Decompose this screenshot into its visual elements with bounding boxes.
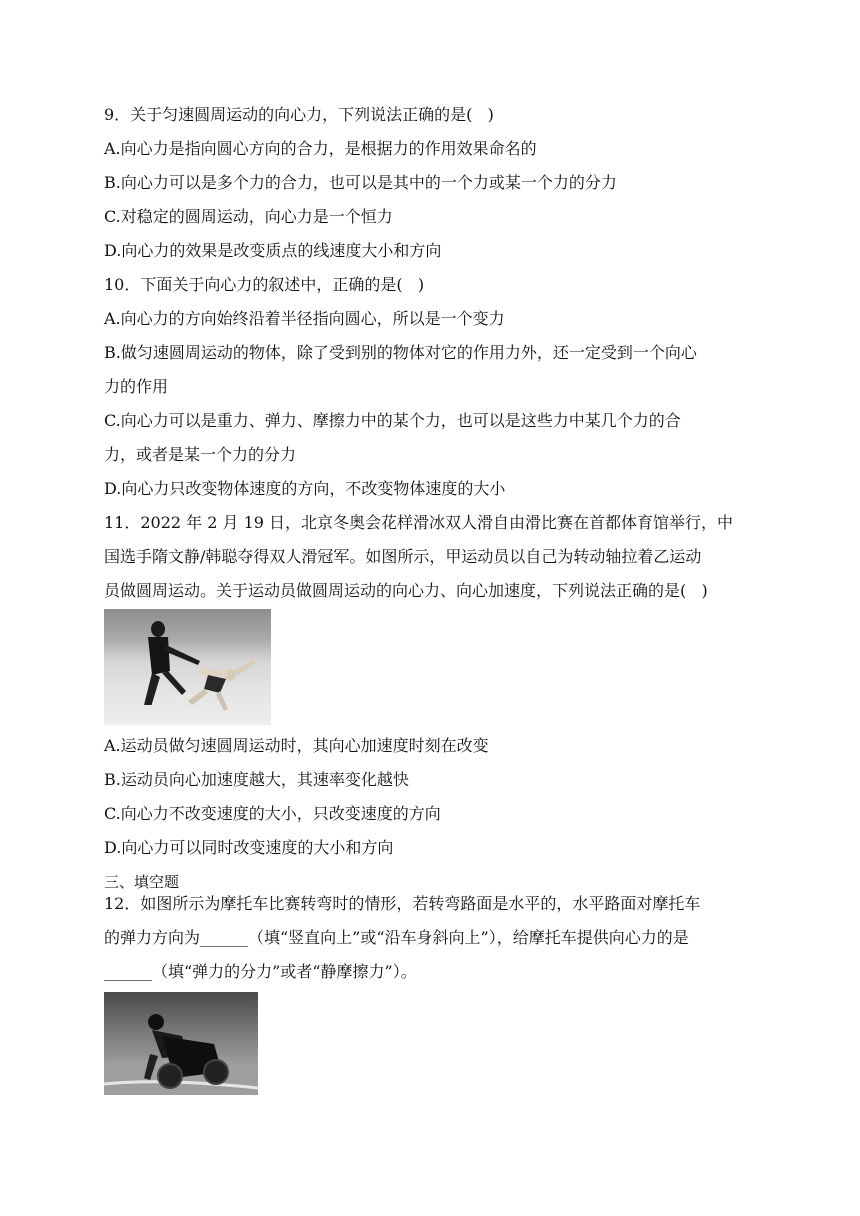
q11-stem-line3: 员做圆周运动。关于运动员做圆周运动的向心力、向心加速度，下列说法正确的是( ) <box>104 581 708 600</box>
q10-option-c-line2: 力，或者是某一个力的分力 <box>104 445 297 464</box>
q11-option-d: D.向心力可以同时改变速度的大小和方向 <box>104 838 394 857</box>
q10-option-b-line2: 力的作用 <box>104 377 169 396</box>
q11-option-c: C.向心力不改变速度的大小，只改变速度的方向 <box>104 804 441 823</box>
q12-line3: ______（填“弹力的分力”或者“静摩擦力”）。 <box>104 962 417 981</box>
figure-skating-illustration <box>104 609 271 725</box>
q10-option-b-line1: B.做匀速圆周运动的物体，除了受到别的物体对它的作用力外，还一定受到一个向心 <box>104 343 697 362</box>
q12-line1: 12．如图所示为摩托车比赛转弯时的情形，若转弯路面是水平的，水平路面对摩托车 <box>104 894 701 913</box>
q9-option-d: D.向心力的效果是改变质点的线速度大小和方向 <box>104 241 442 260</box>
q9-option-b: B.向心力可以是多个力的合力，也可以是其中的一个力或某一个力的分力 <box>104 173 617 192</box>
motorcycle-illustration <box>104 992 258 1095</box>
q10-option-c-line1: C.向心力可以是重力、弹力、摩擦力中的某个力，也可以是这些力中某几个力的合 <box>104 411 681 430</box>
q11-option-b: B.运动员向心加速度越大，其速率变化越快 <box>104 770 409 789</box>
q11-stem-line1: 11．2022 年 2 月 19 日，北京冬奥会花样滑冰双人滑自由滑比赛在首都体育馆举行，中 <box>104 513 734 532</box>
section-heading: 三、填空题 <box>104 873 180 891</box>
q10-option-d: D.向心力只改变物体速度的方向，不改变物体速度的大小 <box>104 479 506 498</box>
q11-option-a: A.运动员做匀速圆周运动时，其向心加速度时刻在改变 <box>104 736 489 755</box>
q9-option-c: C.对稳定的圆周运动，向心力是一个恒力 <box>104 207 393 226</box>
figure-skating-photo <box>104 609 271 725</box>
q12-line2: 的弹力方向为______（填“竖直向上”或“沿车身斜向上”），给摩托车提供向心力的是 <box>104 928 689 947</box>
q10-option-a: A.向心力的方向始终沿着半径指向圆心，所以是一个变力 <box>104 309 505 328</box>
q9-option-a: A.向心力是指向圆心方向的合力，是根据力的作用效果命名的 <box>104 139 537 158</box>
motorcycle-race-photo <box>104 992 258 1095</box>
q9-stem: 9．关于匀速圆周运动的向心力，下列说法正确的是( ) <box>104 105 494 124</box>
q10-stem: 10．下面关于向心力的叙述中，正确的是( ) <box>104 275 425 294</box>
q11-stem-line2: 国选手隋文静/韩聪夺得双人滑冠军。如图所示，甲运动员以自己为转动轴拉着乙运动 <box>104 547 702 566</box>
